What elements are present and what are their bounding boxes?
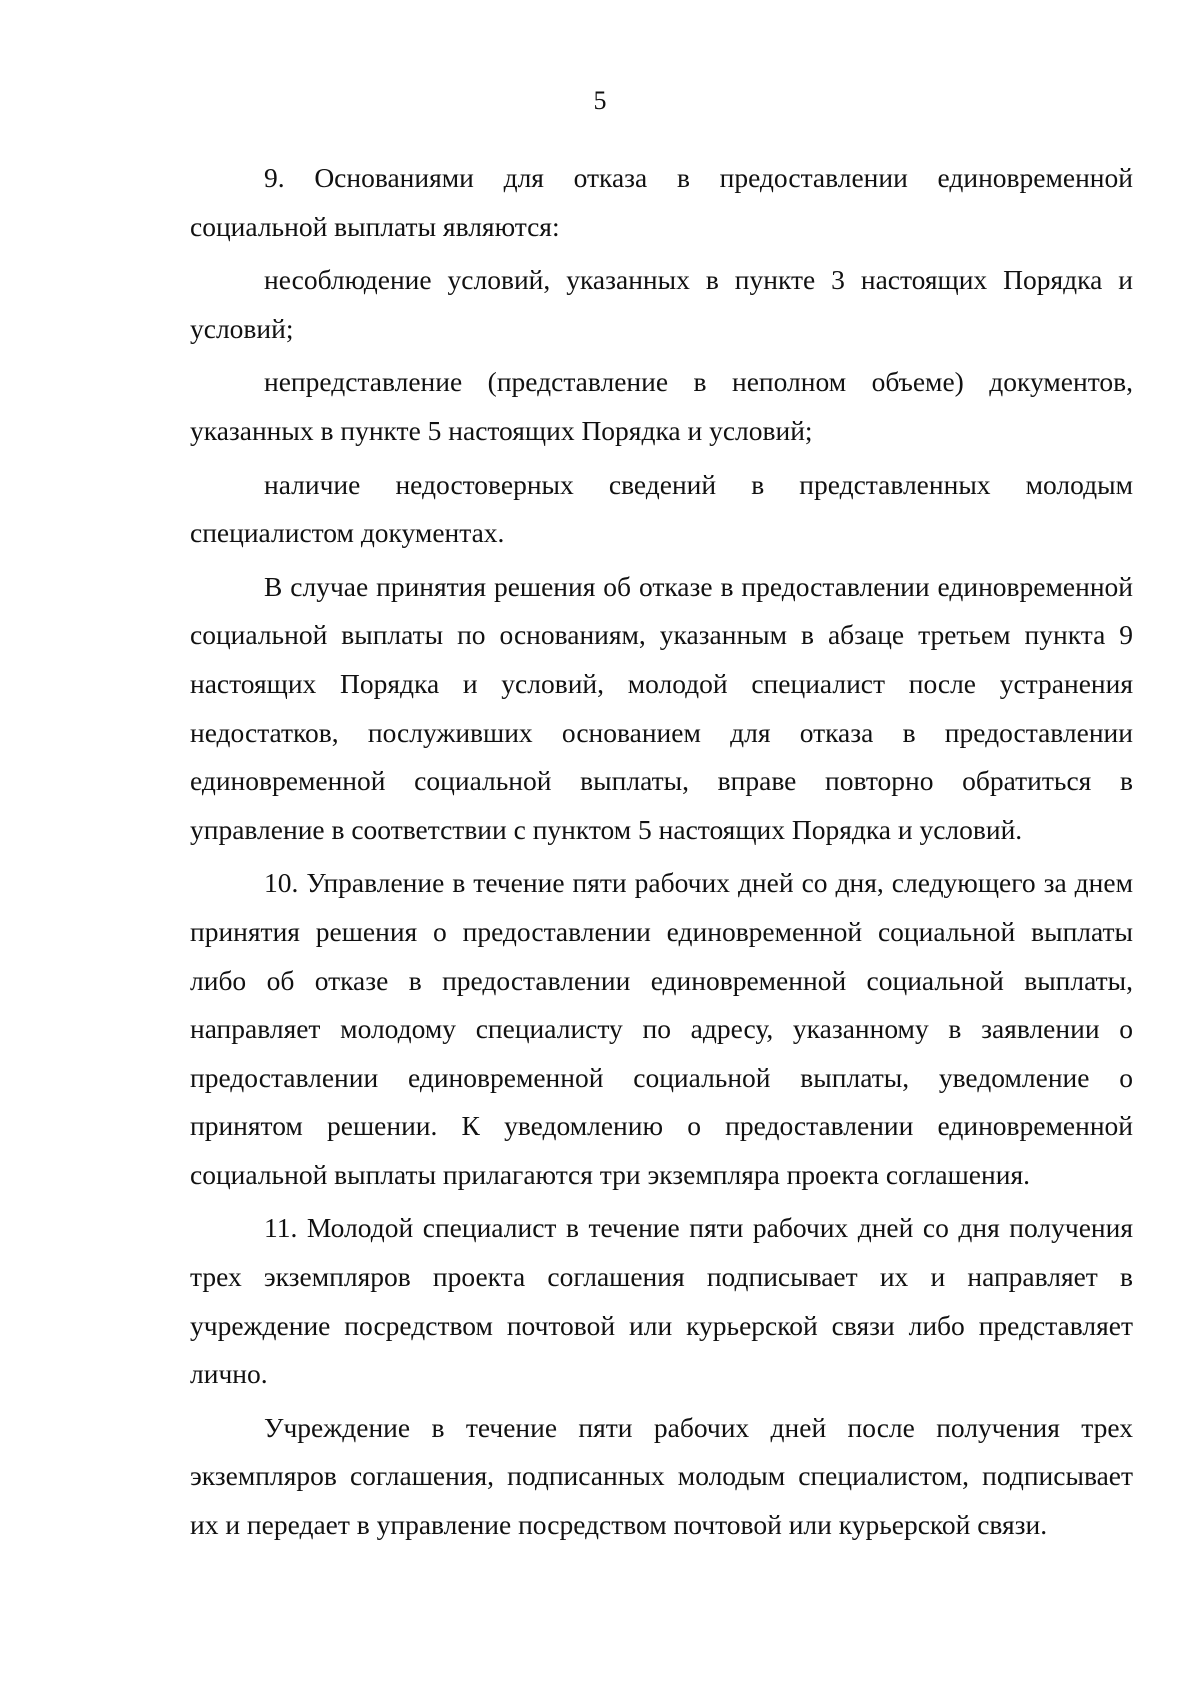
paragraph-9: 9. Основаниями для отказа в предоставлении единовременной социальной выплаты являются: <box>190 162 1133 242</box>
paragraph-9-refusal-case: В случае принятия решения об отказе в предоставлении единовременной социальной выплаты по основаниям, указанным в абзаце третьем пункта 9 настоящих Порядка и условий, молодой специалист после устранения недостатков, послуживших основанием для отказа в предоставлении единовременной социальной выплаты, вправе повторно обратиться в управление в соответствии с пунктом 5 настоящих Порядка и условий. <box>190 570 1133 845</box>
paragraph-11-institution: Учреждение в течение пяти рабочих дней после получения трех экземпляров соглашения, подписанных молодым специалистом, подписывает их и передает в управление посредством почтовой или курьерской связи. <box>190 1411 1133 1541</box>
paragraph-11: 11. Молодой специалист в течение пяти рабочих дней со дня получения трех экземпляров проекта соглашения подписывает их и направляет в учреждение посредством почтовой или курьерской связи либо представляет лично. <box>190 1212 1133 1390</box>
paragraph-9-item-3: наличие недостоверных сведений в представленных молодым специалистом документах. <box>190 468 1133 549</box>
paragraph-9-item-2: непредставление (представление в неполном объеме) документов, указанных в пункте 5 настоящих Порядка и условий; <box>190 366 1133 446</box>
paragraph-9-item-1: несоблюдение условий, указанных в пункте 3 настоящих Порядка и условий; <box>190 264 1133 344</box>
page-number: 5 <box>593 86 607 115</box>
paragraph-10: 10. Управление в течение пяти рабочих дней со дня, следующего за днем принятия решения о предоставлении единовременной социальной выплаты либо об отказе в предоставлении единовременной социальной выплаты, направляет молодому специалисту по адресу, указанному в заявлении о предоставлении единовременной социальной выплаты, уведомление о принятом решении. К уведомлению о предоставлении единовременной социальной выплаты прилагаются три экземпляра проекта соглашения. <box>190 867 1133 1190</box>
document-body <box>190 154 1133 1550</box>
